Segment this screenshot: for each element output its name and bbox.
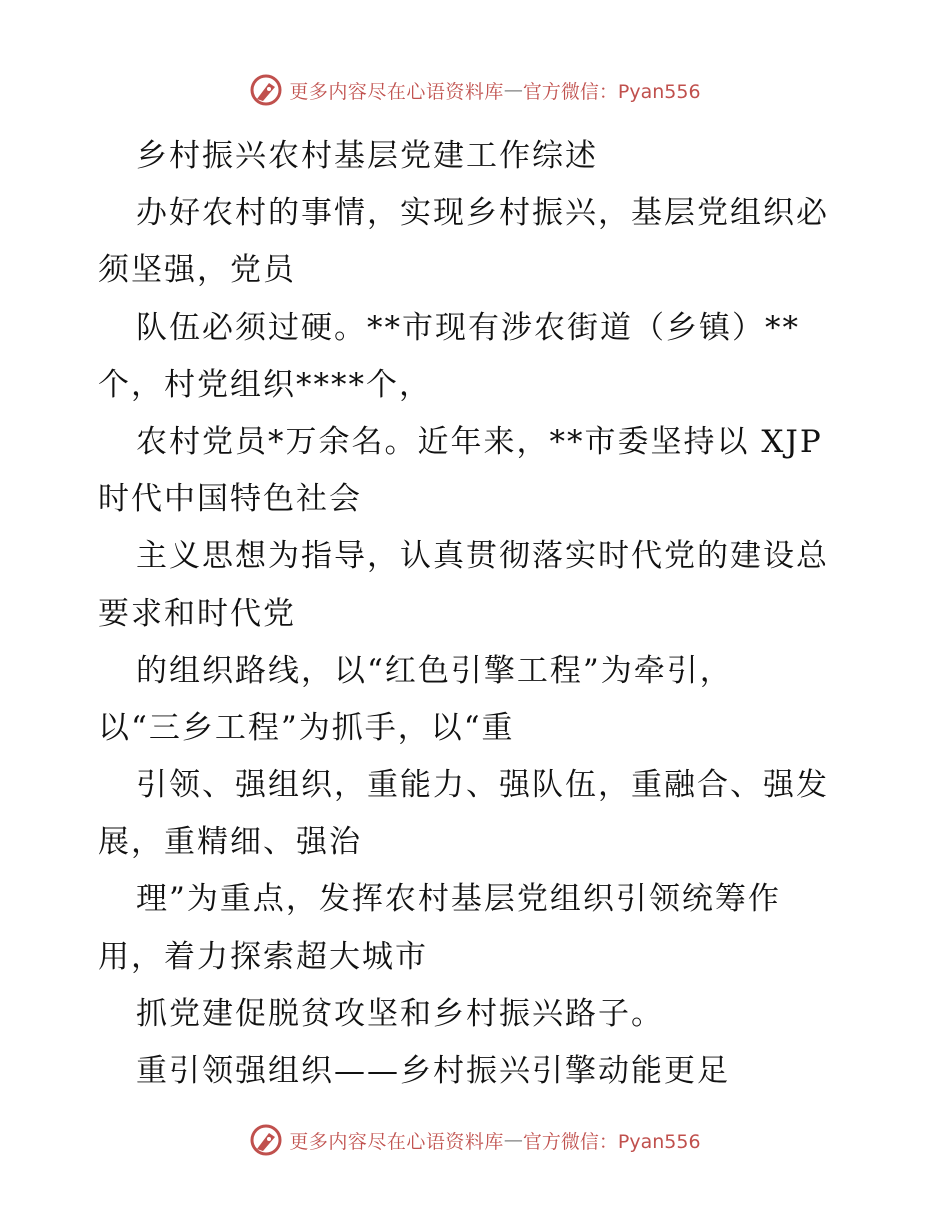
banner-separator: —: [503, 1129, 523, 1151]
body-line: 引领、强组织，重能力、强队伍，重融合、强发: [136, 767, 829, 804]
body-line: 须坚强，党员: [98, 252, 296, 289]
body-line: 时代中国特色社会: [98, 481, 362, 518]
header-banner: [0, 70, 950, 110]
banner-separator: —: [503, 79, 523, 101]
body-line: 个，村党组织****个，: [98, 366, 432, 403]
banner-wechat-text: 官方微信：Pyan556: [522, 1130, 701, 1153]
pen-nib-circle-icon: [249, 73, 283, 107]
body-line: 队伍必须过硬。**市现有涉农街道（乡镇）**: [136, 309, 800, 346]
body-line: 主义思想为指导，认真贯彻落实时代党的建设总: [136, 538, 829, 575]
footer-banner: [0, 1120, 950, 1160]
body-line: 理”为重点，发挥农村基层党组织引领统筹作: [136, 881, 781, 918]
banner-main-text: 更多内容尽在心语资料库: [289, 80, 504, 103]
body-line: 以“三乡工程”为抓手，以“重: [98, 709, 515, 746]
body-line: 用，着力探索超大城市: [98, 938, 428, 975]
section-heading: 重引领强组织——乡村振兴引擎动能更足: [136, 1053, 730, 1089]
body-line: 的组织路线，以“红色引擎工程”为牵引，: [136, 652, 733, 689]
body-line: 要求和时代党: [98, 595, 296, 632]
document-title: 乡村振兴农村基层党建工作综述: [136, 138, 598, 174]
body-line: 农村党员*万余名。近年来，**市委坚持以 XJP: [136, 423, 823, 460]
body-line: 抓党建促脱贫攻坚和乡村振兴路子。: [136, 995, 664, 1032]
pen-nib-circle-icon: [249, 1123, 283, 1157]
body-line: 展，重精细、强治: [98, 824, 362, 861]
banner-main-text: 更多内容尽在心语资料库: [289, 1130, 504, 1153]
document-body: [98, 128, 858, 1100]
banner-wechat-text: 官方微信：Pyan556: [522, 80, 701, 103]
body-line: 办好农村的事情，实现乡村振兴，基层党组织必: [136, 195, 829, 232]
